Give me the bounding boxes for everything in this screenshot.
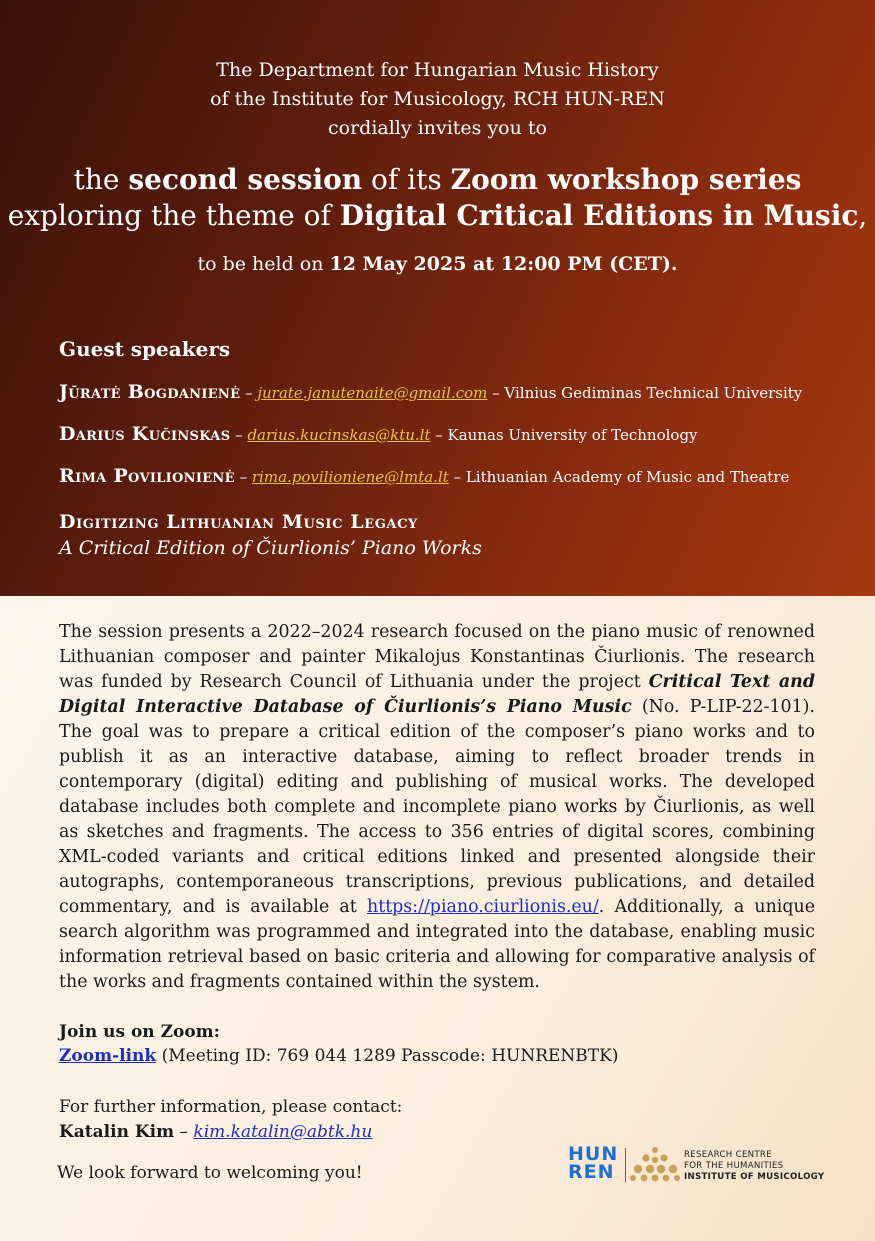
title-text: the: [73, 163, 129, 196]
speaker-affiliation: Vilnius Gediminas Technical University: [504, 384, 803, 402]
separator: –: [240, 384, 258, 402]
title-line-1: [0, 162, 875, 198]
abstract-paragraph: [59, 620, 815, 995]
project-title: Critical Text and Digital Interactive Database of Čiurlionis’s Piano Music: [59, 672, 815, 717]
institute-line-3: INSTITUTE OF MUSICOLOGY: [684, 1172, 825, 1182]
contact-email-link[interactable]: kim.katalin@abtk.hu: [193, 1122, 373, 1142]
speaker-2: [59, 423, 698, 445]
title-bold-theme: Digital Critical Editions in Music: [339, 199, 859, 232]
abstract-text: (No. P-LIP-22-101). The goal was to prepare a critical edition of the composer’s piano works and to publish it as an interactive database, aiming to reflect broader trends in contemporary (digital) editing and publishing of musical works. The developed database includes both complete and incomplete piano works by Čiurlionis, as well as sketches and fragments. The access to 356 entries of digital scores, combining XML-coded variants and critical editions linked and presented alongside their autographs, contemporaneous transcriptions, previous publications, and detailed commentary, and is available at: [59, 697, 815, 917]
logo-divider: [625, 1148, 626, 1182]
event-title: [0, 162, 875, 234]
zoom-details: [59, 1046, 618, 1066]
logo-ren: REN: [568, 1161, 615, 1183]
institute-name: [684, 1150, 824, 1183]
contact-details: [59, 1122, 372, 1142]
separator: –: [430, 426, 448, 444]
speaker-1: [59, 381, 802, 403]
speaker-name: Rima Povilionienė: [59, 465, 235, 487]
title-text: ,: [858, 199, 868, 232]
title-bold-session: second session: [128, 163, 363, 196]
zoom-link[interactable]: Zoom-link: [59, 1046, 157, 1066]
event-date: [0, 253, 875, 275]
separator: –: [174, 1122, 194, 1142]
talk-title: Digitizing Lithuanian Music Legacy: [59, 511, 418, 533]
separator: –: [234, 468, 252, 486]
closing-line: We look forward to welcoming you!: [57, 1163, 363, 1183]
title-text: of its: [362, 163, 451, 196]
title-text: exploring the theme of: [7, 199, 340, 232]
intro-line-2: of the Institute for Musicology, RCH HUN-REN: [210, 88, 665, 110]
abstract-text: The session presents a 2022–2024 research focused on the piano music of renowned Lithuanian composer and painter Mikalojus Konstantinas Čiurlionis. The research was funded by Research Council of Lithuania under the project: [59, 622, 815, 692]
contact-heading: For further information, please contact:: [59, 1097, 403, 1117]
zoom-meeting-info: (Meeting ID: 769 044 1289 Passcode: HUNRENBTK): [156, 1046, 619, 1066]
title-line-2: [0, 198, 875, 234]
separator: –: [230, 426, 248, 444]
institute-logo: [568, 1143, 825, 1187]
intro-line-3: cordially invites you to: [328, 117, 547, 139]
zoom-heading: Join us on Zoom:: [59, 1022, 220, 1042]
talk-subtitle: A Critical Edition of Čiurlionis’ Piano Works: [59, 537, 482, 559]
speaker-email-link[interactable]: jurate.janutenaite@gmail.com: [257, 384, 488, 402]
intro-line-1: The Department for Hungarian Music History: [216, 59, 659, 81]
date-value: 12 May 2025 at 12:00 PM (CET).: [329, 253, 678, 275]
separator: –: [487, 384, 505, 402]
musicology-mark-icon: [630, 1147, 680, 1183]
speaker-email-link[interactable]: rima.povilioniene@lmta.lt: [251, 468, 449, 486]
speaker-3: [59, 465, 789, 487]
guest-speakers-heading: Guest speakers: [59, 337, 231, 361]
institute-line-2: FOR THE HUMANITIES: [684, 1161, 784, 1171]
date-prefix: to be held on: [197, 253, 330, 275]
speaker-affiliation: Lithuanian Academy of Music and Theatre: [465, 468, 790, 486]
intro-text: [0, 56, 875, 143]
header-panel: [0, 0, 875, 596]
speaker-email-link[interactable]: darius.kucinskas@ktu.lt: [247, 426, 431, 444]
hunren-wordmark: [568, 1145, 618, 1181]
institute-line-1: RESEARCH CENTRE: [684, 1150, 772, 1160]
logo-hun: HUN: [568, 1143, 619, 1165]
contact-name: Katalin Kim: [59, 1122, 175, 1142]
title-bold-series: Zoom workshop series: [450, 163, 802, 196]
separator: –: [448, 468, 466, 486]
speaker-affiliation: Kaunas University of Technology: [447, 426, 698, 444]
database-link[interactable]: https://piano.ciurlionis.eu/: [367, 897, 599, 917]
abstract-text: . Additionally, a unique search algorithm was programmed and integrated into the database, enabling music information retrieval based on basic criteria and allowing for comparative analysis of the works and fragments contained within the system.: [59, 897, 815, 992]
speaker-name: Darius Kučinskas: [59, 423, 231, 445]
speaker-name: Jūratė Bogdanienė: [59, 381, 241, 403]
